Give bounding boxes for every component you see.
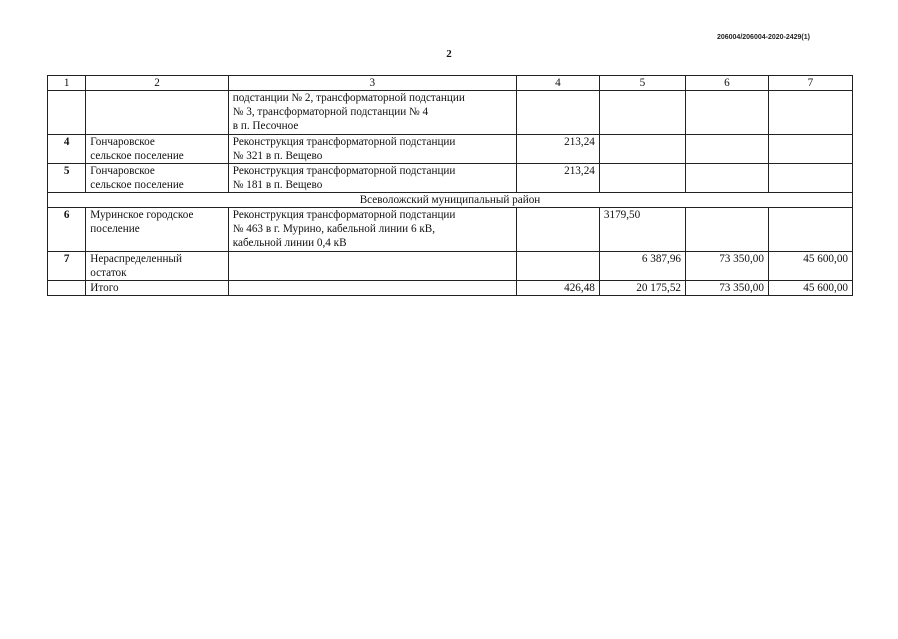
row-number: 5: [48, 164, 86, 193]
table-header-row: [48, 76, 853, 91]
header-cell: 3: [228, 76, 516, 91]
header-cell: 5: [599, 76, 685, 91]
col7-cell: [768, 135, 852, 164]
object-cell: Реконструкция трансформаторной подстанции № 463 в г. Мурино, кабельной линии 6 кВ, кабельной линии 0,4 кВ: [228, 208, 516, 252]
table-row: [48, 208, 853, 252]
page-number: 2: [446, 48, 452, 60]
col5-cell: 6 387,96: [599, 252, 685, 281]
col7-cell: [768, 164, 852, 193]
total-col5: 20 175,52: [599, 281, 685, 296]
row-number: 4: [48, 135, 86, 164]
total-col7: 45 600,00: [768, 281, 852, 296]
total-col6: 73 350,00: [686, 281, 769, 296]
total-col4: 426,48: [516, 281, 599, 296]
col6-cell: [686, 164, 769, 193]
col5-cell: [599, 164, 685, 193]
header-cell: 6: [686, 76, 769, 91]
col7-cell: 45 600,00: [768, 252, 852, 281]
col4-cell: [516, 208, 599, 252]
allocation-table: [47, 75, 853, 296]
col7-cell: [768, 91, 852, 135]
settlement-cell: [86, 91, 228, 135]
col6-cell: 73 350,00: [686, 252, 769, 281]
header-cell: 4: [516, 76, 599, 91]
total-row: [48, 281, 853, 296]
col5-cell: 3179,50: [599, 208, 685, 252]
region-title: Всеволожский муниципальный район: [48, 193, 853, 208]
row-number: [48, 281, 86, 296]
settlement-cell: Гончаровское сельское поселение: [86, 164, 228, 193]
table-row: [48, 252, 853, 281]
row-number: 7: [48, 252, 86, 281]
col6-cell: [686, 135, 769, 164]
document-id: 206004/206004-2020-2429(1): [716, 34, 810, 41]
header-cell: 2: [86, 76, 228, 91]
col7-cell: [768, 208, 852, 252]
col4-cell: 213,24: [516, 135, 599, 164]
table-row: [48, 91, 853, 135]
object-cell: Реконструкция трансформаторной подстанции № 321 в п. Вещево: [228, 135, 516, 164]
row-number: [48, 91, 86, 135]
settlement-cell: Муринское городское поселение: [86, 208, 228, 252]
total-label: Итого: [86, 281, 228, 296]
region-row: [48, 193, 853, 208]
table-row: [48, 164, 853, 193]
col4-cell: [516, 91, 599, 135]
settlement-cell: Нераспределенный остаток: [86, 252, 228, 281]
settlement-cell: Гончаровское сельское поселение: [86, 135, 228, 164]
object-cell: подстанции № 2, трансформаторной подстанции № 3, трансформаторной подстанции № 4 в п. Песочное: [228, 91, 516, 135]
table-row: [48, 135, 853, 164]
col6-cell: [686, 208, 769, 252]
object-cell: [228, 252, 516, 281]
col5-cell: [599, 135, 685, 164]
row-number: 6: [48, 208, 86, 252]
object-cell: Реконструкция трансформаторной подстанции № 181 в п. Вещево: [228, 164, 516, 193]
header-cell: 1: [48, 76, 86, 91]
col4-cell: 213,24: [516, 164, 599, 193]
col4-cell: [516, 252, 599, 281]
col6-cell: [686, 91, 769, 135]
object-cell: [228, 281, 516, 296]
header-cell: 7: [768, 76, 852, 91]
col5-cell: [599, 91, 685, 135]
